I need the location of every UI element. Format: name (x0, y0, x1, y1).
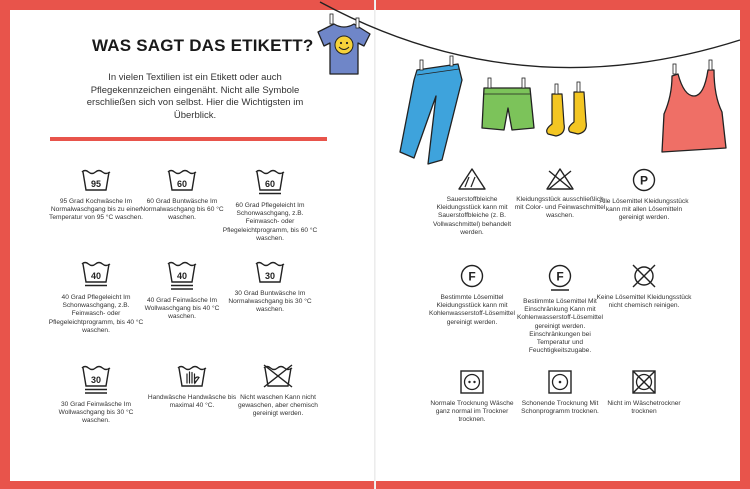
symbol-wash-95 (48, 168, 144, 223)
caption: Schonende Trocknung Mit Schonprogramm trocknen. (521, 400, 599, 416)
caption: 40 Grad Feinwäsche Im Wollwaschgang bis 40 °C waschen. (144, 297, 220, 321)
wash-tub-30-wool-icon (81, 364, 111, 395)
handwash-icon (177, 364, 207, 388)
caption: Bestimmte Lösemittel Kleidungsstück kann mit Kohlenwasserstoff-Lösemittel gereinigt werden. (428, 294, 515, 326)
bleach-triangle-icon (458, 168, 486, 190)
svg-text:60: 60 (264, 179, 276, 189)
caption: Bestimmte Lösemittel Mit Einschränkung Kann mit Kohlenwasserstoff-Lösemittel gereinigt werden. Einschränkungen bei Temperatur und Feuchtigkeitszugabe. (516, 298, 603, 355)
symbol-no-wash (230, 364, 326, 419)
symbol-tumble-normal (424, 370, 520, 425)
caption: 40 Grad Pflegeleicht Im Schonwaschgang, z.B. Feinwasch- oder Pflegeleichtprogramm, bis 40 °C waschen. (48, 294, 144, 334)
symbol-no-tumble (596, 370, 692, 416)
socks-icon (547, 82, 587, 136)
caption: 60 Grad Pflegeleicht Im Schonwaschgang, z.B. Feinwasch- oder Pflegeleichtprogramm, bis 60 °C waschen. (222, 202, 318, 242)
symbol-dryclean-f (424, 264, 520, 327)
symbol-dryclean-p (596, 168, 692, 223)
title-rule (50, 137, 327, 141)
svg-text:40: 40 (90, 271, 102, 281)
symbol-wash-40-wool (134, 260, 230, 322)
wash-tub-60-gentle-icon (255, 168, 285, 196)
wash-tub-40-wool-icon (167, 260, 197, 291)
caption: Handwäsche Handwäsche bis maximal 40 °C. (147, 394, 237, 410)
caption: Normale Trocknung Wäsche ganz normal im Trockner trocknen. (430, 400, 514, 424)
svg-text:30: 30 (90, 375, 102, 385)
tanktop-icon (662, 60, 726, 152)
caption: Keine Lösemittel Kleidungsstück nicht chemisch reinigen. (596, 294, 692, 310)
svg-text:95: 95 (90, 179, 102, 189)
symbol-dryclean-f-gentle (512, 264, 608, 355)
caption: Alle Lösemittel Kleidungsstück kann mit allen Lösemitteln gereinigt werden. (599, 198, 689, 222)
symbol-no-bleach (512, 168, 608, 221)
svg-text:F: F (468, 269, 476, 284)
svg-text:60: 60 (176, 179, 188, 189)
symbol-wash-30 (222, 260, 318, 315)
caption: Sauerstoffbleiche Kleidungsstück kann mit Sauerstoffbleiche (z. B. Vollwaschmittel) behandelt werden. (432, 196, 512, 236)
intro-text: In vielen Textilien ist ein Etikett oder auch Pflegekennzeichen eingenäht. Nicht alle Symbole erschließen sich von selbst. Hier die Wichtigsten im Überblick. (86, 72, 304, 121)
tumble-dry-gentle-icon (548, 370, 572, 394)
wash-tub-30-icon (255, 260, 285, 284)
symbol-wash-60-gentle (222, 168, 318, 243)
caption: Nicht im Wäschetrockner trocknen (607, 400, 681, 416)
dryclean-f-gentle-icon (548, 264, 572, 292)
symbol-no-dryclean (596, 264, 692, 310)
svg-text:30: 30 (264, 271, 276, 281)
wash-tub-60-icon (167, 168, 197, 192)
no-dryclean-icon (631, 264, 657, 288)
no-tumble-dry-icon (632, 370, 656, 394)
clothesline-illustration (290, 0, 750, 170)
dryclean-f-icon (460, 264, 484, 288)
caption: 60 Grad Buntwäsche Im Normalwaschgang bis 60 °C waschen. (140, 198, 224, 222)
shorts-icon (482, 78, 534, 130)
svg-text:40: 40 (176, 271, 188, 281)
caption: 95 Grad Kochwäsche Im Normalwaschgang bis zu einer Temperatur von 95 °C waschen. (49, 198, 143, 222)
jeans-icon (400, 56, 462, 164)
no-bleach-icon (546, 168, 574, 190)
symbol-wash-30-wool (48, 364, 144, 426)
symbol-bleach (424, 168, 520, 237)
symbol-wash-60 (134, 168, 230, 223)
caption: Nicht waschen Kann nicht gewaschen, aber chemisch gereinigt werden. (238, 394, 318, 418)
no-wash-icon (263, 364, 293, 388)
caption: Kleidungsstück ausschließlich mit Color- und Feinwaschmittel waschen. (514, 196, 606, 220)
dryclean-p-icon (632, 168, 656, 192)
wash-tub-40-gentle-icon (81, 260, 111, 288)
tumble-dry-normal-icon (460, 370, 484, 394)
page-title: WAS SAGT DAS ETIKETT? (92, 36, 314, 55)
symbol-wash-40-gentle (48, 260, 144, 335)
symbol-handwash (144, 364, 240, 410)
symbol-tumble-gentle (512, 370, 608, 416)
svg-text:P: P (639, 173, 649, 188)
svg-text:F: F (556, 269, 564, 284)
caption: 30 Grad Buntwäsche Im Normalwaschgang bis 30 °C waschen. (228, 290, 312, 314)
wash-tub-95-icon (81, 168, 111, 192)
clothesline (320, 2, 740, 68)
caption: 30 Grad Feinwäsche Im Wollwaschgang bis 30 °C waschen. (58, 401, 134, 425)
